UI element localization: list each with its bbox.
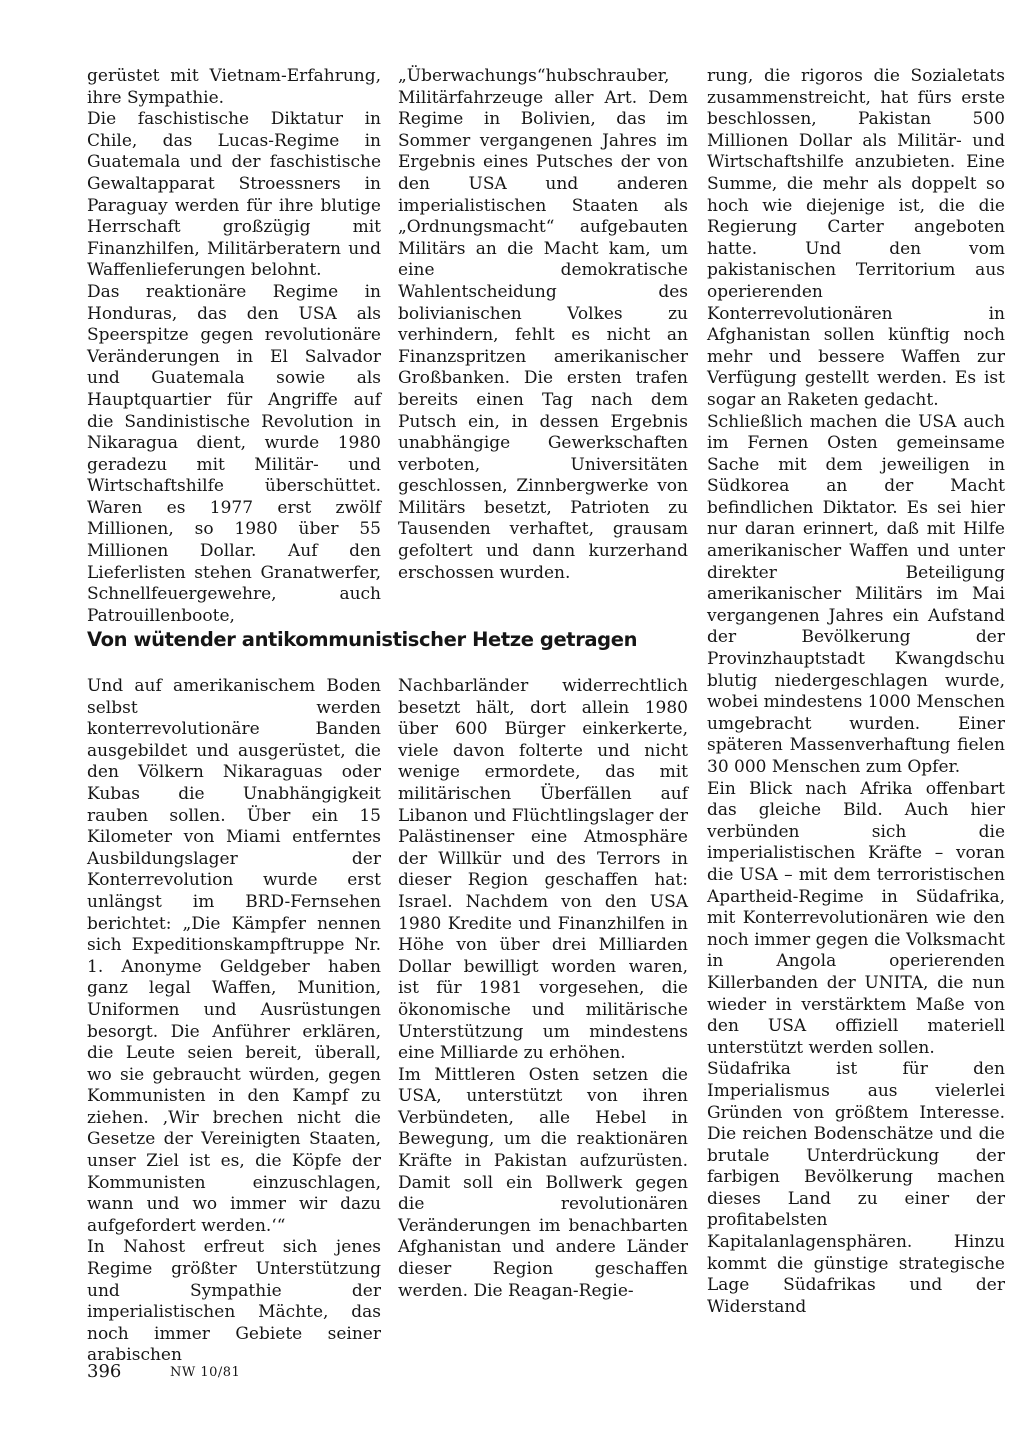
column-1-top xyxy=(87,66,381,627)
paragraph: gerüstet mit Vietnam-Erfahrung, ihre Sympathie. xyxy=(87,66,381,108)
paragraph: Schließlich machen die USA auch im Fernen Osten gemeinsame Sache mit dem jeweiligen in Südkorea an der Macht befindlichen Diktator. Es sei hier nur daran erinnert, daß mit Hilfe amerikanischer Waffen und unter direkter Beteiligung amerikanischer Militärs im Mai vergangenen Jahres ein Aufstand der Bevölkerung der Provinzhauptstadt Kwangdschu blutig niedergeschlagen wurde, wobei mindestens 1000 Menschen umgebracht wurden. Einer späteren Massenverhaftung fielen 30 000 Menschen zum Opfer. xyxy=(707,411,1005,777)
section-heading: Von wütender antikommunistischer Hetze getragen xyxy=(87,628,638,651)
paragraph: In Nahost erfreut sich jenes Regime größter Unterstützung und Sympathie der imperialistischen Mächte, das noch immer Gebiete seiner arabischen xyxy=(87,1237,381,1366)
paragraph: Nachbarländer widerrechtlich besetzt hält, dort allein 1980 über 600 Bürger einkerkerte, viele davon folterte und nicht wenige ermordete, das mit militärischen Überfällen auf Libanon und Flüchtlingslager der Palästinenser eine Atmosphäre der Willkür und des Terrors in dieser Region geschaffen hat: Israel. Nachdem von den USA 1980 Kredite und Finanzhilfen in Höhe von über drei Milliarden Dollar bewilligt worden waren, ist für 1981 vorgesehen, die ökonomische und militärische Unterstützung um mindestens eine Milliarde zu erhöhen. xyxy=(398,676,688,1064)
paragraph: rung, die rigoros die Sozialetats zusammenstreicht, hat fürs erste beschlossen, Pakistan 500 Millionen Dollar als Militär- und Wirtschaftshilfe anzubieten. Eine Summe, die mehr als doppelt so hoch wie diejenige ist, die die Regierung Carter angeboten hatte. Und den vom pakistanischen Territorium aus operierenden Konterrevolutionären in Afghanistan sollen künftig noch mehr und bessere Waffen zur Verfügung gestellt werden. Es ist sogar an Raketen gedacht. xyxy=(707,66,1005,410)
issue-label: NW 10/81 xyxy=(170,1365,241,1380)
paragraph: Das reaktionäre Regime in Honduras, das den USA als Speerspitze gegen revolutionäre Veränderungen in El Salvador und Guatemala sowie als Hauptquartier für Angriffe auf die Sandinistische Revolution in Nikaragua dient, wurde 1980 geradezu mit Militär- und Wirtschaftshilfe überschüttet. Waren es 1977 erst zwölf Millionen, so 1980 über 55 Millionen Dollar. Auf den Lieferlisten stehen Granatwerfer, Schnellfeuergewehre, auch Patrouillenboote, xyxy=(87,281,381,626)
column-3 xyxy=(707,66,1005,1318)
column-1-bottom xyxy=(87,676,381,1367)
column-2-top xyxy=(398,66,688,584)
paragraph: Ein Blick nach Afrika offenbart das gleiche Bild. Auch hier verbünden sich die imperialistischen Kräfte – voran die USA – mit dem terroristischen Apartheid-Regime in Südafrika, mit Konterrevolutionären wie den noch immer gegen die Volksmacht in Angola operierenden Killerbanden der UNITA, die nun wieder in verstärktem Maße von den USA offiziell materiell unterstützt werden sollen. xyxy=(707,778,1005,1058)
paragraph: Südafrika ist für den Imperialismus aus vielerlei Gründen von größtem Interesse. Die reichen Bodenschätze und die brutale Unterdrückung der farbigen Bevölkerung machen dieses Land zu einer der profitabelsten Kapitalanlagensphären. Hinzu kommt die günstige strategische Lage Südafrikas und der Widerstand xyxy=(707,1059,1005,1317)
column-2-bottom xyxy=(398,676,688,1302)
paragraph: Die faschistische Diktatur in Chile, das Lucas-Regime in Guatemala und der faschistische Gewaltapparat Stroessners in Paraguay werden für ihre blutige Herrschaft großzügig mit Finanzhilfen, Militärberatern und Waffenlieferungen belohnt. xyxy=(87,109,381,281)
page-number: 396 xyxy=(87,1361,122,1382)
paragraph: Im Mittleren Osten setzen die USA, unterstützt von ihren Verbündeten, alle Hebel in Bewegung, um die reaktionären Kräfte in Pakistan aufzurüsten. Damit soll ein Bollwerk gegen die revolutionären Veränderungen im benachbarten Afghanistan und andere Länder dieser Region geschaffen werden. Die Reagan-Regie- xyxy=(398,1064,688,1301)
paragraph: Und auf amerikanischem Boden selbst werden konterrevolutionäre Banden ausgebildet und ausgerüstet, die den Völkern Nikaraguas oder Kubas die Unabhängigkeit rauben sollen. Über ein 15 Kilometer von Miami entferntes Ausbildungslager der Konterrevolution wurde erst unlängst im BRD-Fernsehen berichtet: „Die Kämpfer nennen sich Expeditionskampftruppe Nr. 1. Anonyme Geldgeber haben ganz legal Waffen, Munition, Uniformen und Ausrüstungen besorgt. Die Anführer erklären, die Leute seien bereit, überall, wo sie gebraucht würden, gegen Kommunisten in den Kampf zu ziehen. ‚Wir brechen nicht die Gesetze der Vereinigten Staaten, unser Ziel ist es, die Köpfe der Kommunisten einzuschlagen, wann und wo immer wir dazu aufgefordert werden.‘“ xyxy=(87,676,381,1236)
paragraph: „Überwachungs“hubschrauber, Militärfahrzeuge aller Art. Dem Regime in Bolivien, das im Sommer vergangenen Jahres im Ergebnis eines Putsches der von den USA und anderen imperialistischen Staaten als „Ordnungsmacht“ aufgebauten Militärs an die Macht kam, um eine demokratische Wahlentscheidung des bolivianischen Volkes zu verhindern, fehlt es nicht an Finanzspritzen amerikanischer Großbanken. Die ersten trafen bereits einen Tag nach dem Putsch ein, in dessen Ergebnis unabhängige Gewerkschaften verboten, Universitäten geschlossen, Zinnbergwerke von Militärs besetzt, Patrioten zu Tausenden verhaftet, grausam gefoltert und dann kurzerhand erschossen wurden. xyxy=(398,66,688,583)
